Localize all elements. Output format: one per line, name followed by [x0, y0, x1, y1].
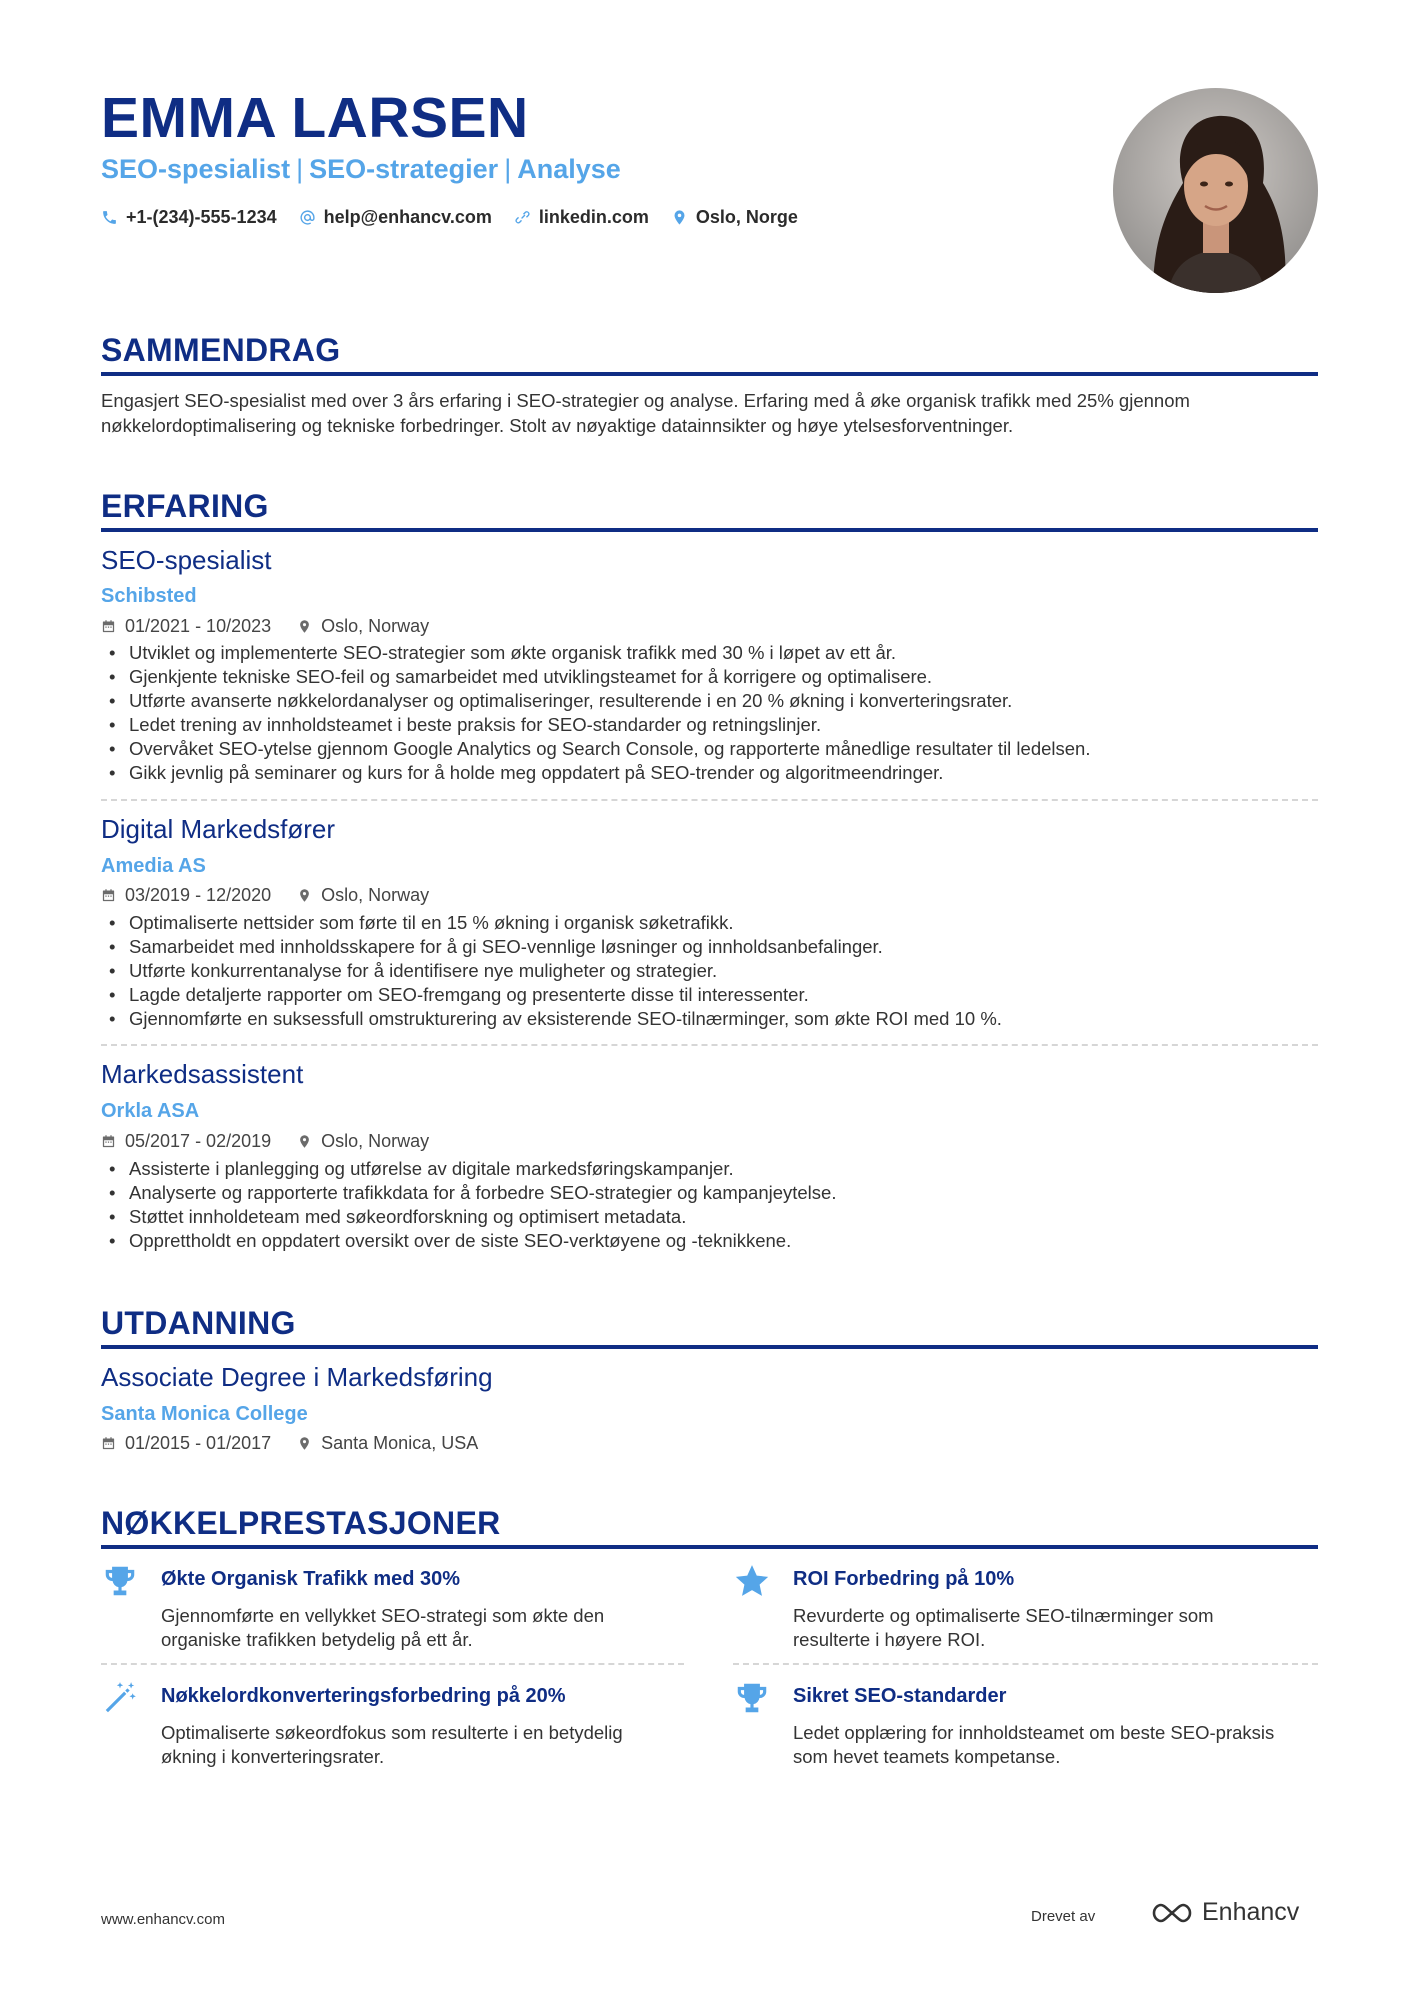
education-meta [101, 1431, 504, 1455]
bullet-item: • Støttet innholdeteam med søkeordforskning og optimisert metadata. [101, 1205, 1318, 1229]
bullet-item: • Analyserte og rapporterte trafikkdata for å forbedre SEO-strategier og kampanjeytelse. [101, 1181, 1318, 1205]
brand-logo[interactable] [1150, 1898, 1299, 1927]
job-location [297, 614, 429, 638]
company-name: Amedia AS [101, 855, 206, 877]
contact-phone[interactable] [101, 204, 277, 230]
email-text: help@enhancv.com [323, 207, 492, 227]
summary-text: Engasjert SEO-spesialist med over 3 års erfaring i SEO-strategier og analyse. Erfaring med å øke organisk trafikk med 25% gjennom nøkkelordoptimalisering og tekniske forbedringer. Stolt av nøyaktige datainnsikter og høye ytelsesforventninger. [101, 390, 1190, 436]
entry-divider [101, 1044, 1318, 1046]
job-meta [101, 883, 455, 907]
job-title: Markedsassistent [101, 1059, 304, 1089]
headline-item: SEO-strategier [309, 154, 499, 184]
dates-text: 05/2017 - 02/2019 [125, 1131, 272, 1151]
degree-title: Associate Degree i Markedsføring [101, 1362, 493, 1392]
achievement-description: Ledet opplæring for innholdsteamet om beste SEO-praksis som hevet teamets kompetanse. [793, 1722, 1275, 1767]
summary-heading: SAMMENDRAG [101, 332, 341, 368]
location-pin-icon [297, 1436, 312, 1451]
section-divider [101, 1545, 1318, 1549]
headline-separator: | [504, 154, 512, 184]
job-bullets [101, 641, 1318, 785]
achievement-title: Økte Organisk Trafikk med 30% [161, 1568, 461, 1590]
education-dates [101, 1431, 271, 1455]
job-dates [101, 883, 271, 907]
location-pin-icon [297, 619, 312, 634]
job-dates [101, 1129, 271, 1153]
calendar-icon [101, 888, 116, 903]
job-title: Digital Markedsfører [101, 814, 336, 844]
bullet-item: • Overvåket SEO-ytelse gjennom Google Analytics og Search Console, og rapporterte månedlige resultater til ledelsen. [101, 737, 1318, 761]
bullet-item: • Gjenkjente tekniske SEO-feil og samarbeidet med utviklingsteamet for å korrigere og optimalisere. [101, 665, 1318, 689]
phone-text: +1-(234)-555-1234 [126, 207, 277, 227]
calendar-icon [101, 1436, 116, 1451]
location-text: Oslo, Norway [321, 616, 430, 636]
bullet-item: • Assisterte i planlegging og utførelse av digitale markedsføringskampanjer. [101, 1157, 1318, 1181]
job-location [297, 883, 429, 907]
achievements-heading: NØKKELPRESTASJONER [101, 1505, 501, 1541]
dates-text: 01/2021 - 10/2023 [125, 616, 272, 636]
location-text: Santa Monica, USA [321, 1433, 479, 1453]
achievement-title: Nøkkelordkonverteringsforbedring på 20% [161, 1685, 566, 1707]
achievement-description: Gjennomførte en vellykket SEO-strategi som økte den organiske trafikken betydelig på ett år. [161, 1605, 605, 1650]
achievement-description: Revurderte og optimaliserte SEO-tilnærminger som resulterte i høyere ROI. [793, 1605, 1214, 1650]
footer-url[interactable]: www.enhancv.com [101, 1911, 225, 1928]
section-divider [101, 1345, 1318, 1349]
bullet-item: • Gjennomførte en suksessfull omstrukturering av eksisterende SEO-tilnærminger, som økte ROI med 10 %. [101, 1007, 1318, 1031]
headline [101, 152, 621, 186]
job-bullets [101, 911, 1318, 1031]
brand-name: Enhancv [1202, 1898, 1300, 1926]
calendar-icon [101, 619, 116, 634]
linkedin-text: linkedin.com [538, 207, 649, 227]
at-icon [299, 209, 316, 226]
job-location [297, 1129, 429, 1153]
trophy-icon [733, 1679, 771, 1717]
company-name: Schibsted [101, 585, 197, 607]
entry-divider [733, 1663, 1318, 1665]
location-pin-icon [671, 209, 688, 226]
bullet-item: • Samarbeidet med innholdsskapere for å gi SEO-vennlige løsninger og innholdsanbefalinger. [101, 935, 1318, 959]
achievement-title: ROI Forbedring på 10% [793, 1568, 1015, 1590]
bullet-item: • Opprettholdt en oppdatert oversikt over de siste SEO-verktøyene og -teknikkene. [101, 1229, 1318, 1253]
achievement-title: Sikret SEO-standarder [793, 1685, 1007, 1707]
candidate-name: EMMA LARSEN [101, 86, 529, 150]
contact-linkedin[interactable] [514, 204, 649, 230]
link-icon [514, 209, 531, 226]
headline-item: SEO-spesialist [101, 154, 291, 184]
location-pin-icon [297, 1134, 312, 1149]
headline-item: Analyse [517, 154, 621, 184]
location-text: Oslo, Norway [321, 885, 430, 905]
headline-separator: | [296, 154, 304, 184]
entry-divider [101, 1663, 684, 1665]
bullet-item: • Utførte avanserte nøkkelordanalyser og optimaliseringer, resulterende i en 20 % økning i konverteringsrater. [101, 689, 1318, 713]
dates-text: 01/2015 - 01/2017 [125, 1433, 272, 1453]
bullet-item: • Utviklet og implementerte SEO-strategier som økte organisk trafikk med 30 % i løpet av ett år. [101, 641, 1318, 665]
contact-email[interactable] [299, 204, 492, 230]
bullet-item: • Ledet trening av innholdsteamet i beste praksis for SEO-standarder og retningslinjer. [101, 713, 1318, 737]
calendar-icon [101, 1134, 116, 1149]
section-divider [101, 528, 1318, 532]
bullet-item: • Optimaliserte nettsider som førte til en 15 % økning i organisk søketrafikk. [101, 911, 1318, 935]
contact-bar [101, 204, 798, 230]
job-title: SEO-spesialist [101, 545, 272, 575]
job-meta [101, 1129, 455, 1153]
location-text: Oslo, Norge [695, 207, 798, 227]
star-icon [733, 1562, 771, 1600]
entry-divider [101, 799, 1318, 801]
location-text: Oslo, Norway [321, 1131, 430, 1151]
trophy-icon [101, 1562, 139, 1600]
powered-by-label: Drevet av [1031, 1908, 1096, 1925]
achievement-description: Optimaliserte søkeordfokus som resulterte i en betydelig økning i konverteringsrater. [161, 1722, 623, 1767]
job-bullets [101, 1157, 1318, 1253]
enhancv-logo-icon [1150, 1900, 1194, 1926]
section-divider [101, 372, 1318, 376]
company-name: Orkla ASA [101, 1100, 200, 1122]
location-pin-icon [297, 888, 312, 903]
bullet-item: • Gikk jevnlig på seminarer og kurs for å holde meg oppdatert på SEO-trender og algoritmeendringer. [101, 761, 1318, 785]
phone-icon [101, 209, 118, 226]
bullet-item: • Lagde detaljerte rapporter om SEO-fremgang og presenterte disse til interessenter. [101, 983, 1318, 1007]
job-dates [101, 614, 271, 638]
magic-wand-icon [101, 1679, 139, 1717]
job-meta [101, 614, 455, 638]
dates-text: 03/2019 - 12/2020 [125, 885, 272, 905]
profile-photo [1113, 88, 1318, 293]
experience-heading: ERFARING [101, 488, 269, 524]
education-heading: UTDANNING [101, 1305, 296, 1341]
education-location [297, 1431, 478, 1455]
bullet-item: • Utførte konkurrentanalyse for å identifisere nye muligheter og strategier. [101, 959, 1318, 983]
contact-location [671, 204, 798, 230]
school-name: Santa Monica College [101, 1403, 308, 1425]
